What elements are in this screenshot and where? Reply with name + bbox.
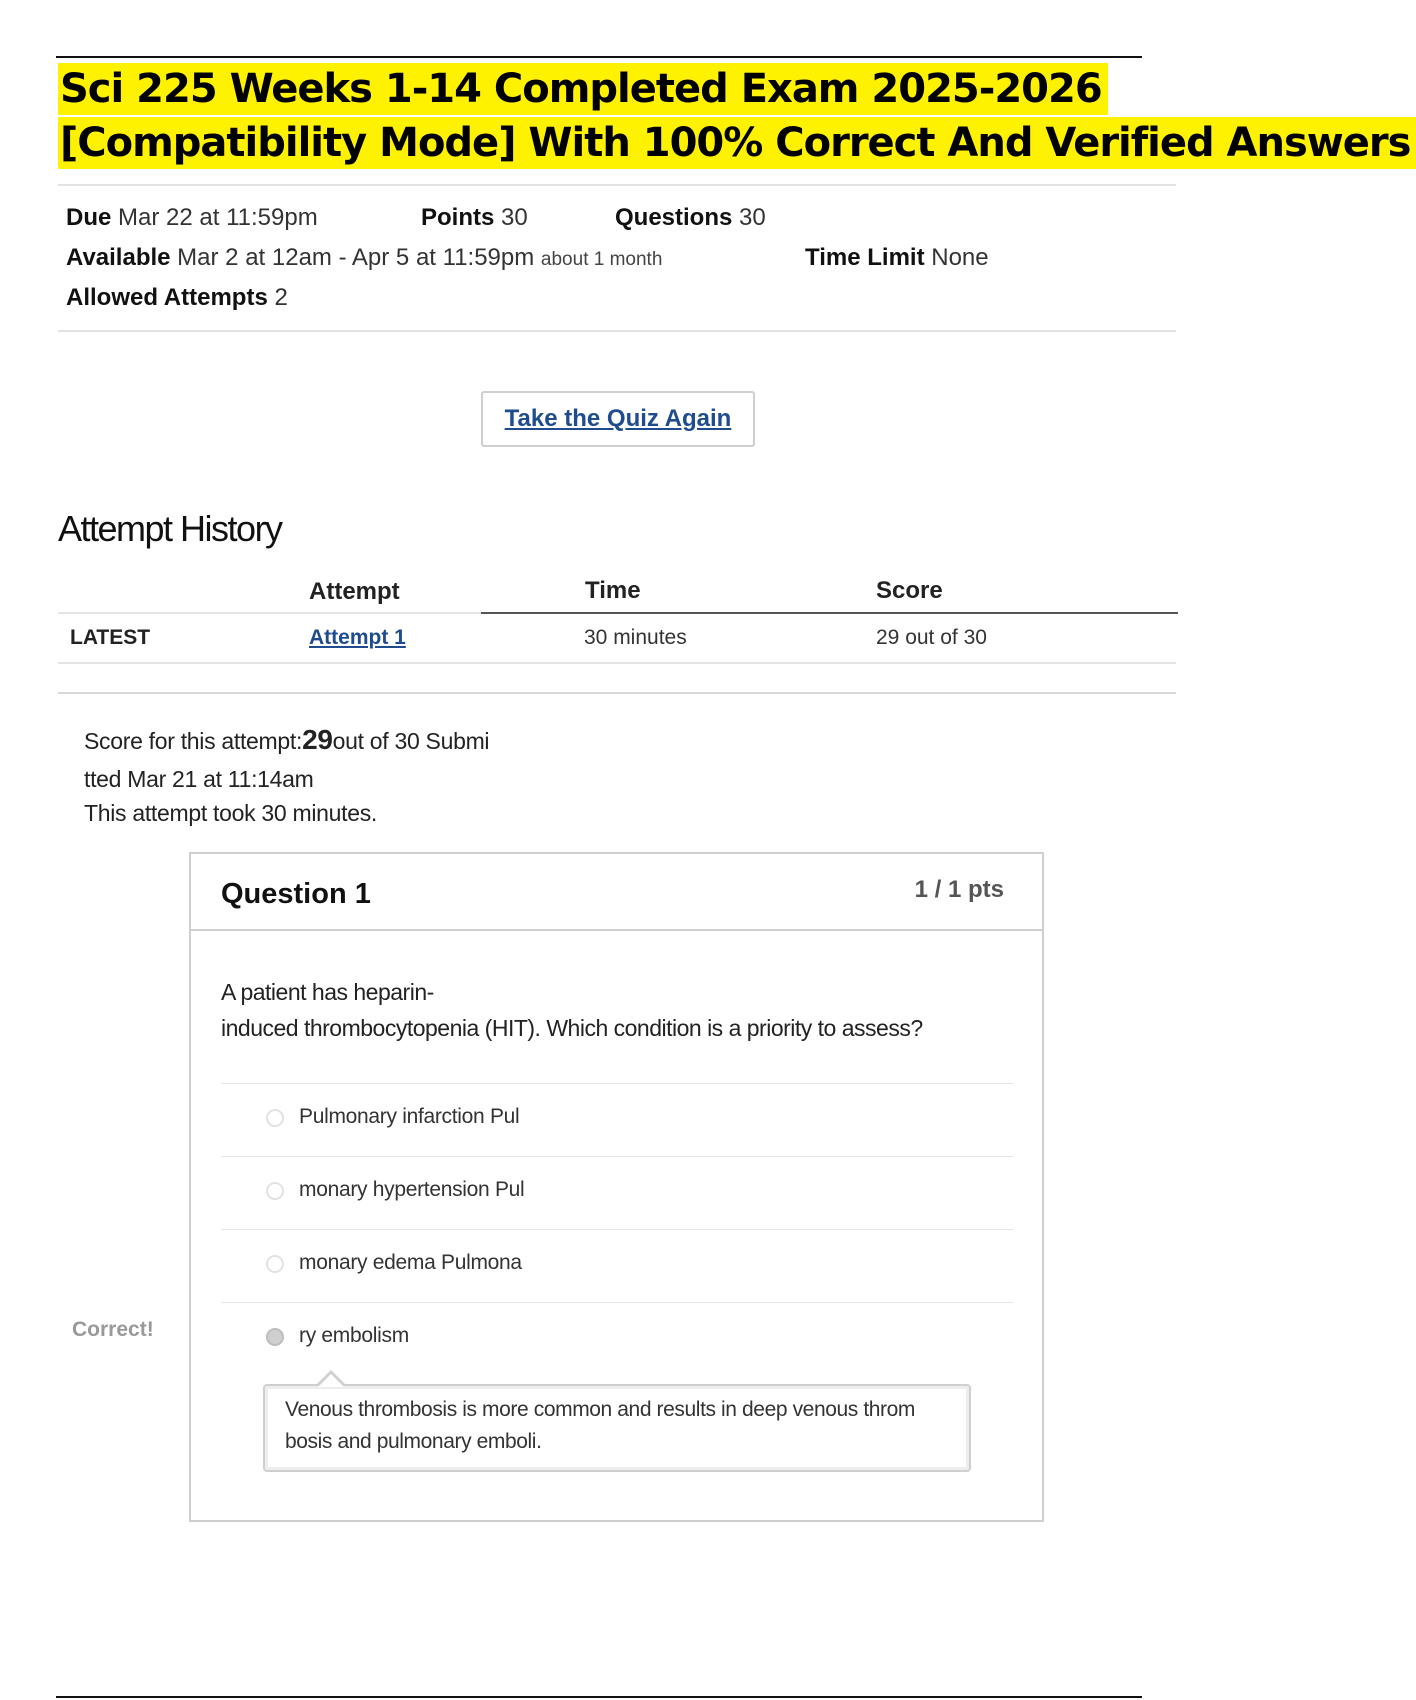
due-label: Due	[66, 204, 112, 231]
due-value: Mar 22 at 11:59pm	[118, 204, 318, 231]
title-line-2: [Compatibility Mode] With 100% Correct And Verified Answers	[58, 117, 1416, 169]
question-text-line: A patient has heparin-	[221, 979, 434, 1005]
answer-option[interactable]	[221, 1229, 1013, 1302]
column-header-attempt: Attempt	[309, 578, 400, 605]
question-text	[221, 974, 1011, 1046]
table-header-rule	[58, 612, 481, 614]
time-limit-info	[805, 243, 989, 273]
attempt-score: 29 out of 30	[876, 626, 987, 649]
attempts-value: 2	[274, 284, 288, 311]
attempts-label: Allowed Attempts	[66, 284, 268, 311]
radio-button-selected[interactable]	[266, 1328, 284, 1346]
available-info	[66, 243, 662, 275]
radio-button[interactable]	[266, 1182, 284, 1200]
divider	[58, 330, 1176, 332]
questions-value: 30	[739, 204, 766, 231]
available-note: about 1 month	[540, 249, 663, 270]
available-value: Mar 2 at 12am - Apr 5 at 11:59pm	[177, 244, 535, 271]
attempt-time: 30 minutes	[584, 626, 687, 649]
document-title	[58, 63, 1411, 171]
score-suffix: out of 30 Submi	[332, 728, 490, 754]
allowed-attempts-info	[66, 283, 288, 313]
radio-button[interactable]	[266, 1109, 284, 1127]
time-limit-value: None	[931, 244, 989, 271]
attempt-1-link[interactable]: Attempt 1	[309, 626, 406, 649]
latest-tag: LATEST	[70, 626, 151, 649]
correct-answer-indicator: Correct!	[72, 1318, 154, 1341]
question-header	[191, 854, 1042, 931]
comment-line: Venous thrombosis is more common and results in deep venous throm	[285, 1398, 915, 1421]
score-value: 29	[302, 724, 333, 755]
take-quiz-again-button[interactable]: Take the Quiz Again	[481, 391, 755, 447]
attempt-duration: This attempt took 30 minutes.	[84, 800, 377, 826]
question-title: Question 1	[221, 878, 371, 910]
column-header-time: Time	[585, 577, 641, 604]
divider	[58, 692, 1176, 694]
answer-label: ry embolism	[299, 1324, 409, 1347]
available-label: Available	[66, 244, 171, 271]
divider	[58, 184, 1176, 186]
questions-label: Questions	[615, 204, 733, 231]
points-label: Points	[421, 204, 495, 231]
due-info	[66, 203, 318, 233]
score-prefix: Score for this attempt:	[84, 728, 303, 754]
answer-label: monary edema Pulmona	[299, 1251, 522, 1274]
attempt-history-heading: Attempt History	[58, 508, 282, 549]
answer-option[interactable]	[221, 1083, 1013, 1156]
comment-line: bosis and pulmonary emboli.	[285, 1430, 542, 1453]
answer-option-selected[interactable]	[221, 1302, 1013, 1375]
table-row-rule	[58, 662, 1176, 664]
submitted-time: tted Mar 21 at 11:14am	[84, 766, 314, 792]
radio-button[interactable]	[266, 1255, 284, 1273]
column-header-score: Score	[876, 577, 943, 604]
bottom-rule	[56, 1696, 1142, 1698]
answer-label: Pulmonary infarction Pul	[299, 1105, 520, 1128]
top-rule	[56, 56, 1142, 58]
answer-comment	[263, 1384, 971, 1472]
title-line-1: Sci 225 Weeks 1-14 Completed Exam 2025-2026	[58, 63, 1108, 115]
attempt-score-summary	[84, 724, 489, 756]
points-info	[421, 203, 528, 233]
answer-option[interactable]	[221, 1156, 1013, 1229]
table-header-rule	[481, 612, 1178, 614]
questions-info	[615, 203, 766, 233]
points-value: 30	[501, 204, 528, 231]
answer-label: monary hypertension Pul	[299, 1178, 525, 1201]
question-points: 1 / 1 pts	[914, 876, 1004, 903]
time-limit-label: Time Limit	[805, 244, 925, 271]
comment-caret-fill	[318, 1374, 344, 1387]
question-text-line: induced thrombocytopenia (HIT). Which condition is a priority to assess?	[221, 1015, 923, 1041]
